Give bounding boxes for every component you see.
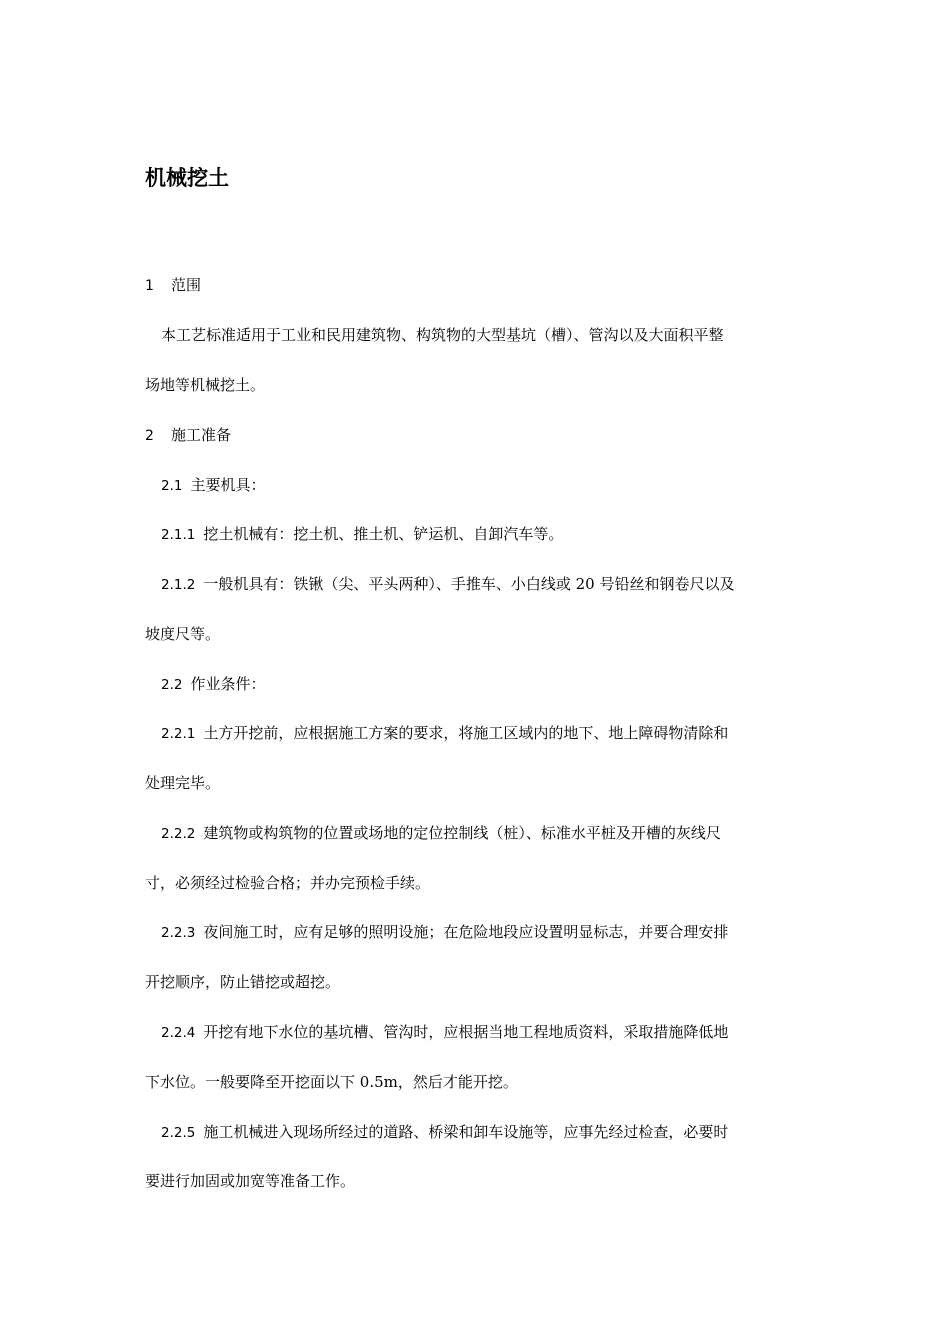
clause-text: 一般机具有：铁锹（尖、平头两种）、手推车、小白线或 20 号铅丝和钢卷尺以及 (203, 575, 735, 593)
section-heading-text: 施工准备 (171, 426, 232, 444)
clause-number: 2.2.4 (161, 1025, 196, 1041)
clause-text: 建筑物或构筑物的位置或场地的定位控制线（桩）、标准水平桩及开槽的灰线尺 (203, 824, 721, 842)
clause-text: 开挖有地下水位的基坑槽、管沟时，应根据当地工程地质资料，采取措施降低地 (203, 1023, 729, 1041)
clause-number: 2.1.1 (161, 527, 196, 543)
clause-2-2-1 (161, 721, 728, 746)
clause-continuation: 开挖顺序，防止错挖或超挖。 (145, 973, 341, 991)
clause-text: 夜间施工时，应有足够的照明设施；在危险地段应设置明显标志，并要合理安排 (203, 923, 729, 941)
clause-number: 2.2 (161, 677, 183, 693)
clause-number: 2.1.2 (161, 577, 196, 593)
clause-number: 2.2.2 (161, 826, 196, 842)
section-heading-1 (145, 273, 201, 298)
clause-2-2-4 (161, 1020, 728, 1045)
clause-continuation: 要进行加固或加宽等准备工作。 (145, 1172, 356, 1190)
clause-2-1 (161, 473, 266, 498)
clause-2-1-2 (161, 572, 735, 597)
clause-text: 作业条件： (190, 675, 266, 693)
clause-2-2-5 (161, 1120, 728, 1145)
clause-2-2-2 (161, 821, 721, 846)
section-heading-2 (145, 423, 231, 448)
section-heading-text: 范围 (171, 276, 202, 294)
clause-2-2 (161, 672, 266, 697)
clause-text: 施工机械进入现场所经过的道路、桥梁和卸车设施等，应事先经过检查，必要时 (203, 1123, 729, 1141)
section-number: 1 (145, 278, 154, 294)
clause-text: 主要机具： (190, 476, 266, 494)
clause-continuation: 处理完毕。 (145, 774, 221, 792)
paragraph-line: 本工艺标准适用于工业和民用建筑物、构筑物的大型基坑（槽）、管沟以及大面积平整 (161, 326, 724, 344)
clause-continuation: 坡度尺等。 (145, 625, 221, 643)
clause-2-1-1 (161, 522, 563, 547)
clause-number: 2.2.3 (161, 925, 196, 941)
clause-number: 2.2.5 (161, 1125, 196, 1141)
document-title: 机械挖土 (145, 166, 229, 190)
clause-continuation: 下水位。一般要降至开挖面以下 0.5m，然后才能开挖。 (145, 1073, 518, 1091)
clause-number: 2.2.1 (161, 726, 196, 742)
clause-number: 2.1 (161, 478, 183, 494)
clause-text: 挖土机械有：挖土机、推土机、铲运机、自卸汽车等。 (203, 525, 564, 543)
clause-2-2-3 (161, 920, 728, 945)
paragraph-line: 场地等机械挖土。 (145, 376, 266, 394)
clause-text: 土方开挖前，应根据施工方案的要求，将施工区域内的地下、地上障碍物清除和 (203, 724, 729, 742)
clause-continuation: 寸，必须经过检验合格；并办完预检手续。 (145, 874, 431, 892)
section-number: 2 (145, 428, 154, 444)
